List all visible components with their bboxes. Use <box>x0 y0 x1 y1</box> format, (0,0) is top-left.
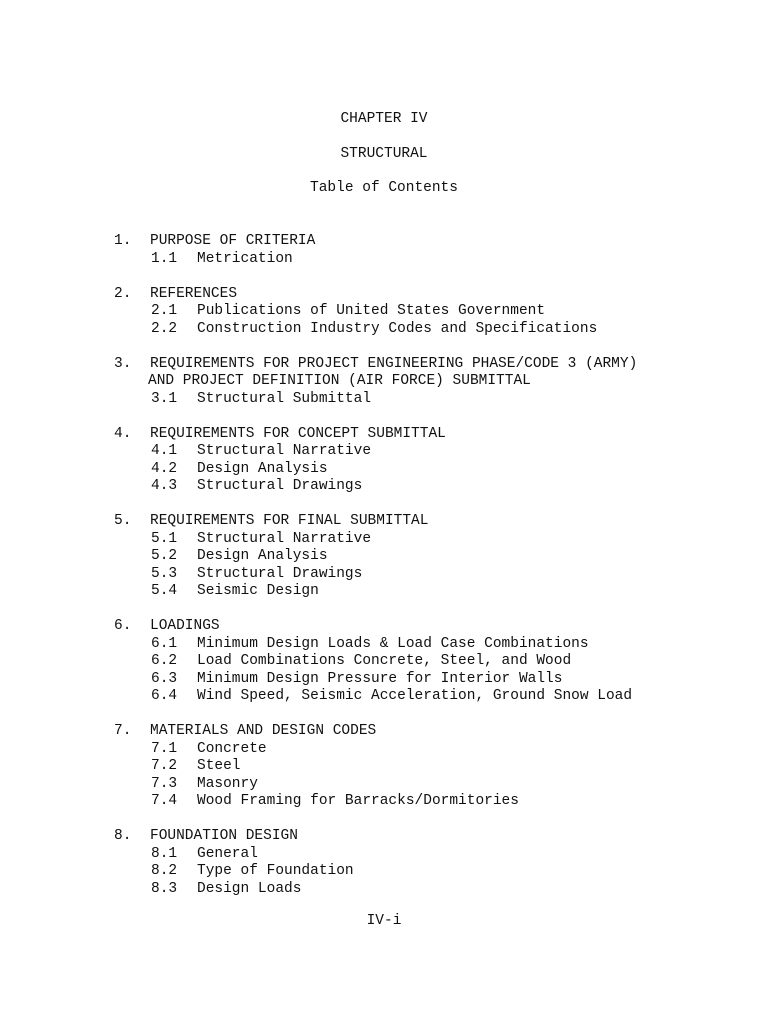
toc-section-title-line <box>114 618 754 636</box>
toc-subsection-title: Construction Industry Codes and Specifications <box>197 320 598 337</box>
toc-subsection-title: Structural Narrative <box>197 530 372 547</box>
toc-section <box>114 286 754 339</box>
toc-subsection-number: 4.3 <box>151 478 178 494</box>
toc-subsection <box>114 846 754 864</box>
toc-subsection-title: Wind Speed, Seismic Acceleration, Ground Snow Load <box>197 688 633 704</box>
toc-section-number: 3. <box>114 355 132 372</box>
toc-subsection-number: 6.2 <box>151 653 178 669</box>
toc-section-title: MATERIALS AND DESIGN CODES <box>150 723 377 739</box>
toc-section-number: 4. <box>114 425 132 442</box>
toc-subsection-number: 5.2 <box>151 548 178 564</box>
toc-section <box>114 426 754 496</box>
toc-section-title-line <box>114 356 754 374</box>
toc-subsection-title: Seismic Design <box>197 583 319 599</box>
toc-section-title: REQUIREMENTS FOR FINAL SUBMITTAL <box>150 513 429 529</box>
toc-section-title-line <box>114 723 754 741</box>
toc-subsection-number: 4.1 <box>151 443 178 459</box>
toc-section-number: 2. <box>114 285 132 302</box>
toc-subsection <box>114 566 754 584</box>
toc-heading: Table of Contents <box>310 180 458 196</box>
toc-subsection-title: Concrete <box>197 740 267 757</box>
toc-section-title-line <box>114 286 754 304</box>
toc-subsection-title: Wood Framing for Barracks/Dormitories <box>197 793 519 809</box>
toc-subsection-number: 8.3 <box>151 880 178 897</box>
toc-subsection-number: 6.4 <box>151 688 178 704</box>
toc-subsection-title: General <box>197 845 258 862</box>
toc-section-title-line <box>114 233 754 251</box>
page-number: IV-i <box>366 913 402 929</box>
toc-subsection <box>114 881 754 899</box>
toc-section-title: REQUIREMENTS FOR CONCEPT SUBMITTAL <box>150 425 446 442</box>
toc-subsection-number: 7.3 <box>151 775 178 792</box>
toc-subsection-title: Metrication <box>197 250 293 267</box>
toc-subsection-number: 5.3 <box>151 565 178 582</box>
toc-subsection-title: Minimum Design Loads & Load Case Combinations <box>197 635 589 652</box>
toc-subsection-number: 6.3 <box>151 670 178 687</box>
toc-subsection <box>114 391 754 409</box>
toc-subsection-number: 3.1 <box>151 390 178 407</box>
toc-section-title: FOUNDATION DESIGN <box>150 828 298 844</box>
toc-subsection-number: 5.1 <box>151 530 178 547</box>
toc-subsection-number: 5.4 <box>151 583 178 599</box>
toc-subsection <box>114 793 754 811</box>
toc-subsection <box>114 636 754 654</box>
toc-subsection <box>114 478 754 496</box>
toc-section-title-line <box>114 828 754 846</box>
toc-section-number: 1. <box>114 233 132 249</box>
toc-subsection-title: Steel <box>197 758 241 774</box>
toc-subsection <box>114 321 754 339</box>
toc-section-number: 7. <box>114 723 132 739</box>
subject-heading: STRUCTURAL <box>340 146 428 162</box>
toc-subsection-number: 7.2 <box>151 758 178 774</box>
toc-subsection-title: Type of Foundation <box>197 863 354 879</box>
toc-subsection-number: 2.2 <box>151 320 178 337</box>
toc-subsection <box>114 741 754 759</box>
toc-section-title-continued: AND PROJECT DEFINITION (AIR FORCE) SUBMITTAL <box>148 373 531 389</box>
toc-subsection-title: Design Analysis <box>197 460 328 477</box>
toc-subsection <box>114 583 754 601</box>
toc-subsection-title: Design Loads <box>197 880 302 897</box>
toc-subsection-number: 8.1 <box>151 845 178 862</box>
toc-section <box>114 233 754 268</box>
toc-subsection-number: 8.2 <box>151 863 178 879</box>
toc-subsection-title: Structural Drawings <box>197 565 363 582</box>
toc-subsection-title: Load Combinations Concrete, Steel, and Wood <box>197 653 572 669</box>
toc-subsection <box>114 303 754 321</box>
toc-subsection <box>114 776 754 794</box>
toc-section-title: PURPOSE OF CRITERIA <box>150 233 316 249</box>
toc-section <box>114 618 754 706</box>
toc-subsection-number: 6.1 <box>151 635 178 652</box>
toc-subsection <box>114 251 754 269</box>
toc-section-number: 8. <box>114 828 132 844</box>
toc-section <box>114 828 754 898</box>
toc-subsection-number: 4.2 <box>151 460 178 477</box>
toc-subsection-number: 7.4 <box>151 793 178 809</box>
toc-subsection-number: 7.1 <box>151 740 178 757</box>
toc-subsection <box>114 688 754 706</box>
toc-subsection <box>114 548 754 566</box>
toc-subsection-title: Structural Drawings <box>197 478 363 494</box>
toc-section-number: 6. <box>114 618 132 634</box>
toc-subsection <box>114 671 754 689</box>
toc-subsection-number: 2.1 <box>151 303 178 319</box>
toc-subsection-title: Design Analysis <box>197 548 328 564</box>
toc-section-number: 5. <box>114 513 132 529</box>
toc-section-title-line <box>114 426 754 444</box>
toc-section <box>114 723 754 811</box>
toc-subsection-title: Minimum Design Pressure for Interior Walls <box>197 670 563 687</box>
toc-subsection <box>114 443 754 461</box>
toc-subsection <box>114 461 754 479</box>
toc-subsection-title: Publications of United States Government <box>197 303 546 319</box>
toc-subsection-title: Masonry <box>197 775 258 792</box>
toc-section <box>114 356 754 409</box>
table-of-contents <box>114 233 754 916</box>
toc-subsection <box>114 863 754 881</box>
toc-subsection-title: Structural Narrative <box>197 443 372 459</box>
toc-subsection <box>114 758 754 776</box>
toc-section-title: LOADINGS <box>150 618 220 634</box>
toc-section <box>114 513 754 601</box>
toc-section-title: REFERENCES <box>150 285 238 302</box>
toc-section-title-line <box>114 513 754 531</box>
toc-subsection <box>114 531 754 549</box>
toc-subsection <box>114 653 754 671</box>
toc-section-title: REQUIREMENTS FOR PROJECT ENGINEERING PHASE/CODE 3 (ARMY) <box>150 355 638 372</box>
chapter-heading: CHAPTER IV <box>340 111 428 127</box>
toc-subsection-title: Structural Submittal <box>197 390 372 407</box>
toc-subsection-number: 1.1 <box>151 250 178 267</box>
